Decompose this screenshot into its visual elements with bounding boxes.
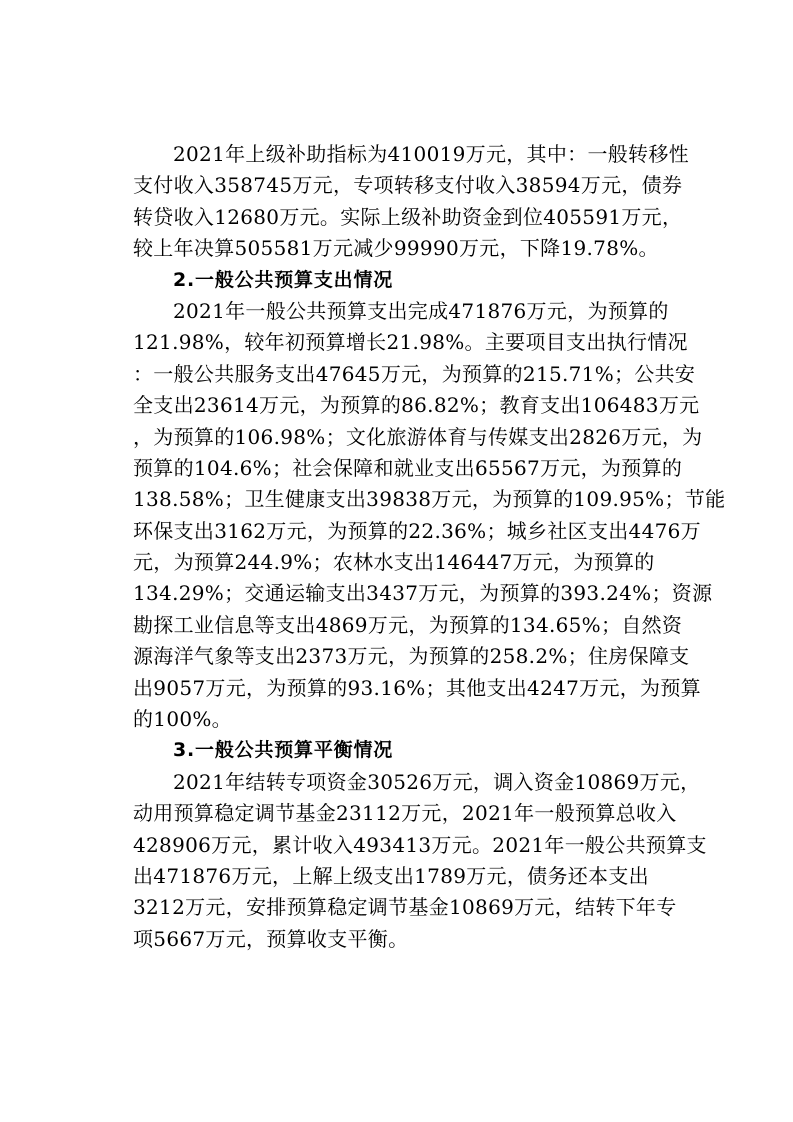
text-line: 138.58%；卫生健康支出39838万元，为预算的109.95%；节能 xyxy=(133,487,726,512)
text-line: 134.29%；交通运输支出3437万元，为预算的393.24%；资源 xyxy=(133,581,713,606)
section-heading-expenditure xyxy=(133,265,693,296)
text-line: 2021年上级补助指标为410019万元，其中：一般转移性 xyxy=(173,142,689,166)
text-line: 预算的104.6%；社会保障和就业支出65567万元，为预算的 xyxy=(133,455,683,480)
text-line: 全支出23614万元，为预算的86.82%；教育支出106483万元 xyxy=(133,393,700,418)
text-line: 源海洋气象等支出2373万元，为预算的258.2%；住房保障支 xyxy=(133,644,690,669)
text-line: 出9057万元，为预算的93.16%；其他支出4247万元，为预算 xyxy=(133,675,701,700)
section-heading-balance xyxy=(133,735,693,766)
text-line: 环保支出3162万元，为预算的22.36%；城乡社区支出4476万 xyxy=(133,518,701,543)
heading-text: 3.一般公共预算平衡情况 xyxy=(173,739,394,762)
text-line: 元，为预算244.9%；农林水支出146447万元，为预算的 xyxy=(133,550,655,575)
text-line: 转贷收入12680万元。实际上级补助资金到位405591万元， xyxy=(133,204,683,229)
text-line: ：一般公共服务支出47645万元，为预算的215.71%；公共安 xyxy=(133,361,696,386)
text-line: 较上年决算505581万元减少99990万元，下降19.78%。 xyxy=(133,236,659,261)
text-line: 428906万元，累计收入493413万元。2021年一般公共预算支 xyxy=(133,832,707,857)
text-line: 出471876万元，上解上级支出1789万元，债务还本支出 xyxy=(133,863,649,888)
paragraph-balance xyxy=(133,767,707,955)
text-line: 动用预算稳定调节基金23112万元，2021年一般预算总收入 xyxy=(133,801,677,826)
text-line: 2021年结转专项资金30526万元，调入资金10869万元， xyxy=(173,769,701,794)
text-line: 的100%。 xyxy=(133,707,232,732)
text-line: 项5667万元，预算收支平衡。 xyxy=(133,926,409,951)
text-line: 勘探工业信息等支出4869万元，为预算的134.65%；自然资 xyxy=(133,612,683,637)
paragraph-expenditure xyxy=(133,296,726,735)
document-page xyxy=(133,139,726,955)
text-line: 2021年一般公共预算支出完成471876万元，为预算的 xyxy=(173,298,669,323)
text-line: 3212万元，安排预算稳定调节基金10869万元，结转下年专 xyxy=(133,895,677,920)
paragraph-superior-subsidy xyxy=(133,139,693,265)
text-line: 121.98%，较年初预算增长21.98%。主要项目支出执行情况 xyxy=(133,330,688,355)
text-line: 支付收入358745万元，专项转移支付收入38594万元，债券 xyxy=(133,173,683,198)
heading-text: 2.一般公共预算支出情况 xyxy=(173,268,394,291)
text-line: ，为预算的106.98%；文化旅游体育与传媒支出2826万元，为 xyxy=(133,424,703,449)
